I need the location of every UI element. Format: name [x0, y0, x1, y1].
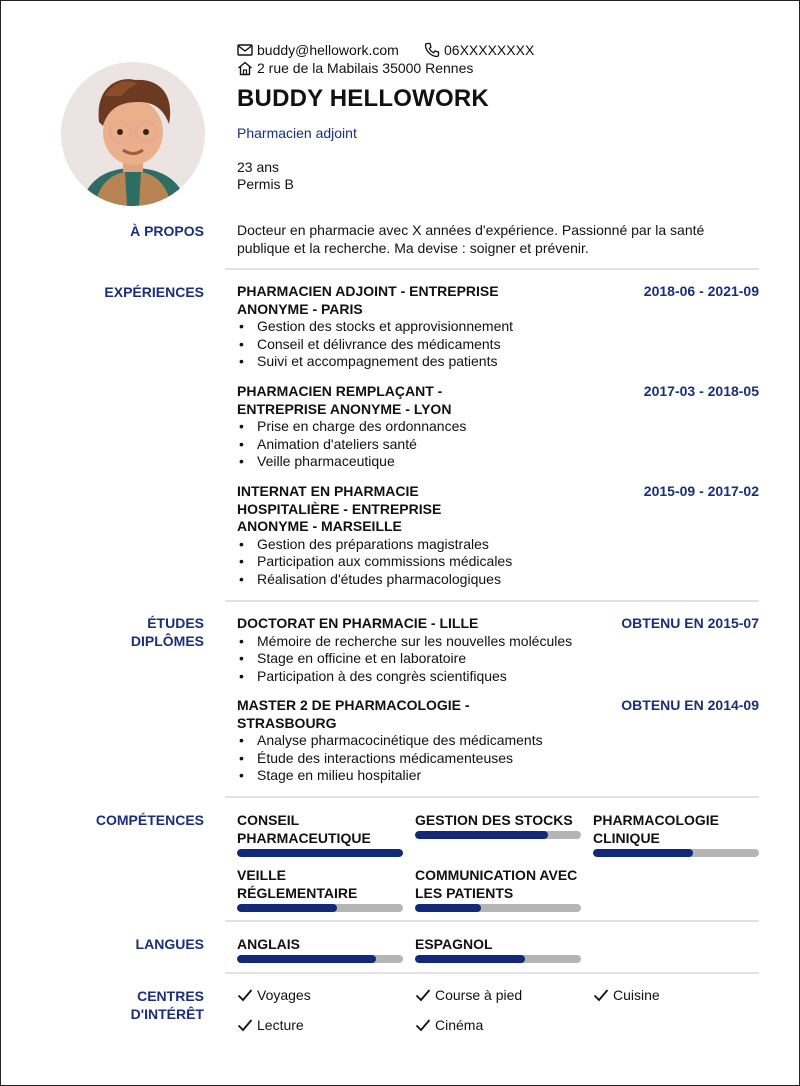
- skill-bar: [237, 849, 403, 857]
- divider: [225, 972, 759, 974]
- entry-title: PHARMACIEN ADJOINT - ENTREPRISE ANONYME - PARIS: [237, 283, 499, 317]
- study-entry: [237, 697, 759, 785]
- skill-item: [415, 811, 581, 839]
- section-label-studies-line2: DIPLÔMES: [130, 633, 204, 649]
- interest-item: [415, 987, 522, 1003]
- experience-entry: [237, 283, 759, 371]
- list-item: • Stage en milieu hospitalier: [237, 767, 759, 785]
- skill-bar: [415, 831, 581, 839]
- list-item: • Analyse pharmacocinétique des médicaments: [237, 732, 759, 750]
- check-icon: [415, 988, 431, 1002]
- age: 23 ans: [237, 159, 280, 175]
- interest-label: Lecture: [257, 1017, 304, 1033]
- section-label-about: À PROPOS: [130, 223, 204, 239]
- section-label-interests-line1: CENTRES: [137, 988, 204, 1004]
- skill-bar: [237, 904, 403, 912]
- entry-date: 2018-06 - 2021-09: [643, 283, 759, 299]
- list-item: • Participation aux commissions médicales: [237, 553, 759, 571]
- language-item: [237, 935, 403, 963]
- entry-date: OBTENU EN 2014-09: [621, 697, 759, 713]
- language-bar: [237, 955, 403, 963]
- list-item: • Réalisation d'études pharmacologiques: [237, 571, 759, 589]
- list-item: • Participation à des congrès scientifiques: [237, 668, 759, 686]
- list-item: • Prise en charge des ordonnances: [237, 418, 759, 436]
- skill-bar: [415, 904, 581, 912]
- email-text: buddy@hellowork.com: [257, 42, 399, 58]
- skill-name: GESTION DES STOCKS: [415, 812, 573, 828]
- skill-bar-fill: [415, 904, 481, 912]
- address-text: 2 rue de la Mabilais 35000 Rennes: [257, 60, 474, 76]
- address-line: [237, 60, 473, 76]
- skill-item: [415, 866, 581, 912]
- skill-item: [237, 811, 403, 857]
- email-line: [237, 42, 399, 58]
- check-icon: [237, 1018, 253, 1032]
- list-item: • Gestion des stocks et approvisionnement: [237, 318, 759, 336]
- skill-name: CONSEIL PHARMACEUTIQUE: [237, 812, 371, 846]
- language-bar-fill: [237, 955, 376, 963]
- about-text: Docteur en pharmacie avec X années d'expérience. Passionné par la santé publique et la recherche. Ma devise : soigner et prévenir.: [237, 222, 705, 256]
- interest-label: Course à pied: [435, 987, 523, 1003]
- language-bar: [415, 955, 581, 963]
- skill-bar-fill: [237, 904, 337, 912]
- phone-line: [424, 42, 534, 58]
- section-label-experiences: EXPÉRIENCES: [104, 284, 204, 300]
- section-label-interests-line2: D'INTÉRÊT: [130, 1006, 204, 1022]
- entry-title: DOCTORAT EN PHARMACIE - LILLE: [237, 615, 479, 631]
- skill-name: PHARMACOLOGIE CLINIQUE: [593, 812, 719, 846]
- job-title: Pharmacien adjoint: [237, 125, 357, 141]
- divider: [225, 268, 759, 270]
- entry-date: 2015-09 - 2017-02: [643, 483, 759, 499]
- skill-item: [237, 866, 403, 912]
- language-name: ESPAGNOL: [415, 936, 493, 952]
- entry-date: OBTENU EN 2015-07: [621, 615, 759, 631]
- language-bar-fill: [415, 955, 525, 963]
- check-icon: [415, 1018, 431, 1032]
- mail-icon: [237, 43, 253, 57]
- section-label-studies-line1: ÉTUDES: [147, 615, 204, 631]
- check-icon: [593, 988, 609, 1002]
- phone-text: 06XXXXXXXX: [444, 42, 535, 58]
- home-icon: [237, 61, 253, 76]
- skill-name: VEILLE RÉGLEMENTAIRE: [237, 867, 358, 901]
- list-item: • Gestion des préparations magistrales: [237, 536, 759, 554]
- skill-name: COMMUNICATION AVEC LES PATIENTS: [415, 867, 578, 901]
- section-label-interests: [131, 987, 204, 1023]
- phone-icon: [424, 42, 440, 58]
- skill-bar-fill: [237, 849, 403, 857]
- section-label-languages: LANGUES: [135, 936, 204, 952]
- list-item: • Mémoire de recherche sur les nouvelles molécules: [237, 633, 759, 651]
- skill-bar: [593, 849, 759, 857]
- interest-item: [415, 1017, 483, 1033]
- entry-title: INTERNAT EN PHARMACIE HOSPITALIÈRE - ENTREPRISE ANONYME - MARSEILLE: [237, 483, 442, 534]
- entry-title: MASTER 2 DE PHARMACOLOGIE - STRASBOURG: [237, 697, 470, 731]
- experience-entry: [237, 383, 759, 471]
- list-item: • Veille pharmaceutique: [237, 453, 759, 471]
- entry-title: PHARMACIEN REMPLAÇANT - ENTREPRISE ANONYME - LYON: [237, 383, 452, 417]
- list-item: • Suivi et accompagnement des patients: [237, 353, 759, 371]
- entry-date: 2017-03 - 2018-05: [643, 383, 759, 399]
- interest-item: [237, 987, 311, 1003]
- avatar: [61, 62, 205, 206]
- license: Permis B: [237, 176, 294, 192]
- check-icon: [237, 988, 253, 1002]
- divider: [225, 920, 759, 922]
- skill-bar-fill: [415, 831, 548, 839]
- skill-item: [593, 811, 759, 857]
- list-item: • Animation d'ateliers santé: [237, 436, 759, 454]
- study-entry: [237, 615, 759, 686]
- section-label-studies: [131, 614, 204, 650]
- interest-label: Cinéma: [435, 1017, 484, 1033]
- skill-bar-fill: [593, 849, 693, 857]
- language-item: [415, 935, 581, 963]
- language-name: ANGLAIS: [237, 936, 300, 952]
- full-name: BUDDY HELLOWORK: [237, 85, 489, 112]
- interest-label: Voyages: [257, 987, 311, 1003]
- interest-item: [237, 1017, 304, 1033]
- list-item: • Stage en officine et en laboratoire: [237, 650, 759, 668]
- experience-entry: [237, 483, 759, 589]
- list-item: • Conseil et délivrance des médicaments: [237, 336, 759, 354]
- divider: [225, 600, 759, 602]
- list-item: • Étude des interactions médicamenteuses: [237, 750, 759, 768]
- divider: [225, 796, 759, 798]
- interest-item: [593, 987, 660, 1003]
- interest-label: Cuisine: [613, 987, 660, 1003]
- section-label-skills: COMPÉTENCES: [95, 812, 204, 828]
